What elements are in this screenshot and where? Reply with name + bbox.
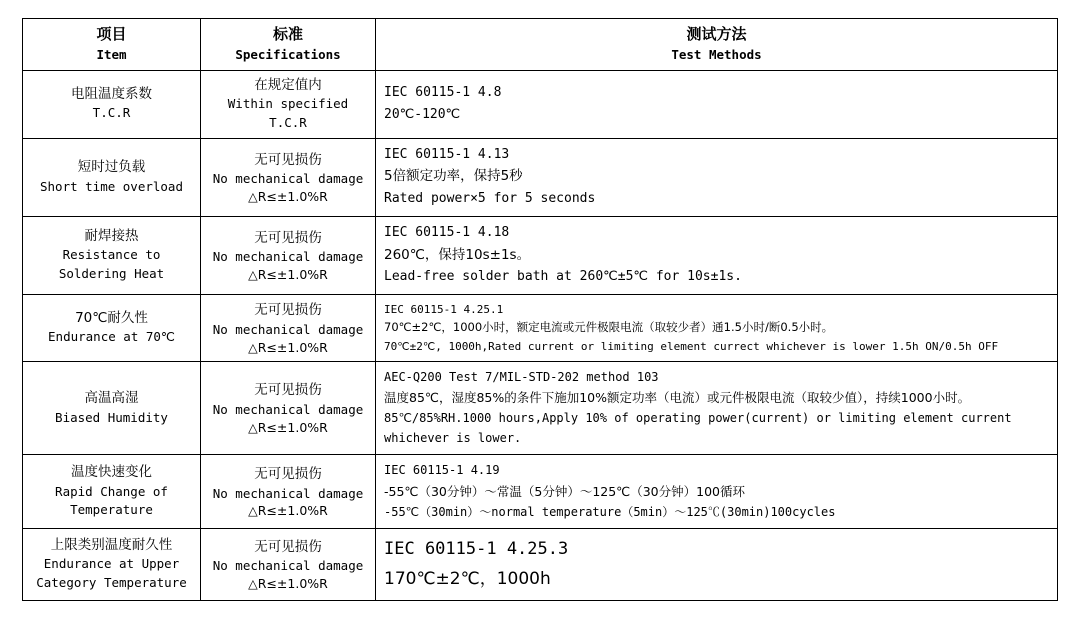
method-line: -55℃（30min）～normal temperature（5min）～125℃(30min)100cycles — [384, 504, 836, 519]
cell-specification — [201, 361, 376, 455]
cell-specification — [201, 70, 376, 138]
spec-en: No mechanical damage — [212, 321, 364, 337]
spec-tolerance: △R≤±1.0%R — [248, 339, 328, 355]
cell-item — [23, 294, 201, 361]
cell-item — [23, 138, 201, 216]
cell-test-method — [376, 216, 1058, 294]
cell-specification — [201, 528, 376, 600]
header-method-en: Test Methods — [671, 46, 762, 62]
item-label-en: Biased Humidity — [55, 409, 168, 425]
table-row — [23, 361, 1058, 455]
method-line: 20℃-120℃ — [384, 106, 461, 122]
cell-test-method — [376, 361, 1058, 455]
item-label-cn: 温度快速变化 — [71, 464, 152, 481]
cell-test-method — [376, 70, 1058, 138]
item-label-en: Endurance at 70℃ — [48, 329, 175, 345]
method-line: 170℃±2℃，1000h — [384, 568, 551, 589]
item-label-en: Resistance to — [62, 247, 161, 263]
spec-en: No mechanical damage — [212, 558, 364, 574]
method-line: 260℃，保持10s±1s。 — [384, 246, 531, 263]
spec-tolerance: △R≤±1.0%R — [248, 267, 328, 282]
item-label-en: Temperature — [70, 502, 153, 518]
method-line: 5倍额定功率，保持5秒 — [384, 168, 523, 185]
table-header — [23, 19, 1058, 71]
spec-en: No mechanical damage — [212, 171, 364, 187]
method-line: 70℃±2℃, 1000h,Rated current or limiting element currect whichever is lower 1.5h ON/0.5h OFF — [384, 339, 999, 353]
header-item — [23, 19, 201, 71]
table-row — [23, 528, 1058, 600]
cell-test-method — [376, 455, 1058, 528]
method-line: IEC 60115-1 4.19 — [384, 463, 500, 478]
spec-cn: 无可见损伤 — [254, 465, 322, 482]
table-row — [23, 455, 1058, 528]
table-row — [23, 294, 1058, 361]
table-row — [23, 138, 1058, 216]
cell-specification — [201, 138, 376, 216]
spec-tolerance: △R≤±1.0%R — [248, 188, 328, 204]
spec-tolerance: △R≤±1.0%R — [248, 575, 328, 591]
spec-tolerance: △R≤±1.0%R — [248, 419, 328, 435]
method-line: IEC 60115-1 4.25.1 — [384, 302, 504, 316]
cell-specification — [201, 455, 376, 528]
method-line: IEC 60115-1 4.13 — [384, 146, 510, 162]
cell-specification — [201, 216, 376, 294]
cell-item — [23, 361, 201, 455]
spec-cn: 无可见损伤 — [254, 302, 322, 319]
header-spec-cn: 标准 — [272, 25, 303, 43]
cell-item — [23, 216, 201, 294]
cell-test-method — [376, 294, 1058, 361]
method-line: IEC 60115-1 4.25.3 — [384, 538, 569, 559]
method-line: IEC 60115-1 4.18 — [384, 224, 510, 240]
cell-test-method — [376, 528, 1058, 600]
item-label-en: Soldering Heat — [58, 266, 165, 282]
table-row — [23, 70, 1058, 138]
table-header-row — [23, 19, 1058, 71]
item-label-cn: 上限类别温度耐久性 — [50, 536, 173, 553]
item-label-cn: 电阻温度系数 — [71, 85, 152, 102]
item-label-en: Endurance at Upper — [43, 556, 180, 572]
spec-en: No mechanical damage — [212, 249, 364, 265]
method-line: 70℃±2℃，1000小时，额定电流或元件极限电流（取较少者）通1.5小时/断0.5小时。 — [384, 319, 834, 334]
spec-cn: 无可见损伤 — [254, 382, 322, 399]
method-line: 85℃/85%RH.1000 hours,Apply 10% of operating power(current) or limiting element current — [384, 411, 1012, 426]
table-body — [23, 70, 1058, 600]
item-label-en: T.C.R — [92, 105, 131, 121]
cell-item — [23, 528, 201, 600]
item-label-cn: 70℃耐久性 — [75, 309, 148, 326]
specifications-table — [22, 18, 1058, 601]
spec-en: No mechanical damage — [212, 402, 364, 418]
cell-test-method — [376, 138, 1058, 216]
item-label-cn: 短时过负载 — [77, 159, 146, 175]
item-label-cn: 耐焊接热 — [84, 227, 139, 244]
item-label-cn: 高温高湿 — [84, 389, 139, 406]
method-line: -55℃（30分钟）～常温（5分钟）～125℃（30分钟）100循环 — [384, 483, 745, 499]
header-specifications — [201, 19, 376, 71]
method-line: AEC-Q200 Test 7/MIL-STD-202 method 103 — [384, 369, 659, 384]
item-label-en: Category Temperature — [36, 574, 187, 590]
header-spec-en: Specifications — [235, 46, 341, 62]
cell-specification — [201, 294, 376, 361]
spec-tolerance: △R≤±1.0%R — [248, 503, 328, 519]
table-row — [23, 216, 1058, 294]
spec-cn: 无可见损伤 — [254, 151, 322, 168]
spec-en: No mechanical damage — [212, 485, 364, 501]
method-line: Rated power×5 for 5 seconds — [384, 190, 596, 206]
spec-cn: 无可见损伤 — [254, 538, 322, 555]
item-label-en: Rapid Change of — [55, 483, 168, 499]
header-test-methods — [376, 19, 1058, 71]
cell-item — [23, 455, 201, 528]
header-item-cn: 项目 — [96, 25, 127, 43]
method-line: whichever is lower. — [384, 431, 522, 446]
method-line: IEC 60115-1 4.8 — [384, 84, 502, 100]
cell-item — [23, 70, 201, 138]
method-line: Lead-free solder bath at 260℃±5℃ for 10s±1s. — [384, 269, 742, 285]
method-line: 温度85℃，湿度85%的条件下施加10%额定功率（电流）或元件极限电流（取较少值），持续1000小时。 — [384, 390, 971, 406]
item-label-en: Short time overload — [40, 178, 183, 194]
spec-en: Within specified T.C.R — [227, 96, 349, 130]
header-item-en: Item — [96, 46, 127, 62]
spec-cn: 无可见损伤 — [254, 229, 322, 246]
header-method-cn: 测试方法 — [686, 25, 747, 43]
spec-cn: 在规定值内 — [254, 76, 322, 93]
